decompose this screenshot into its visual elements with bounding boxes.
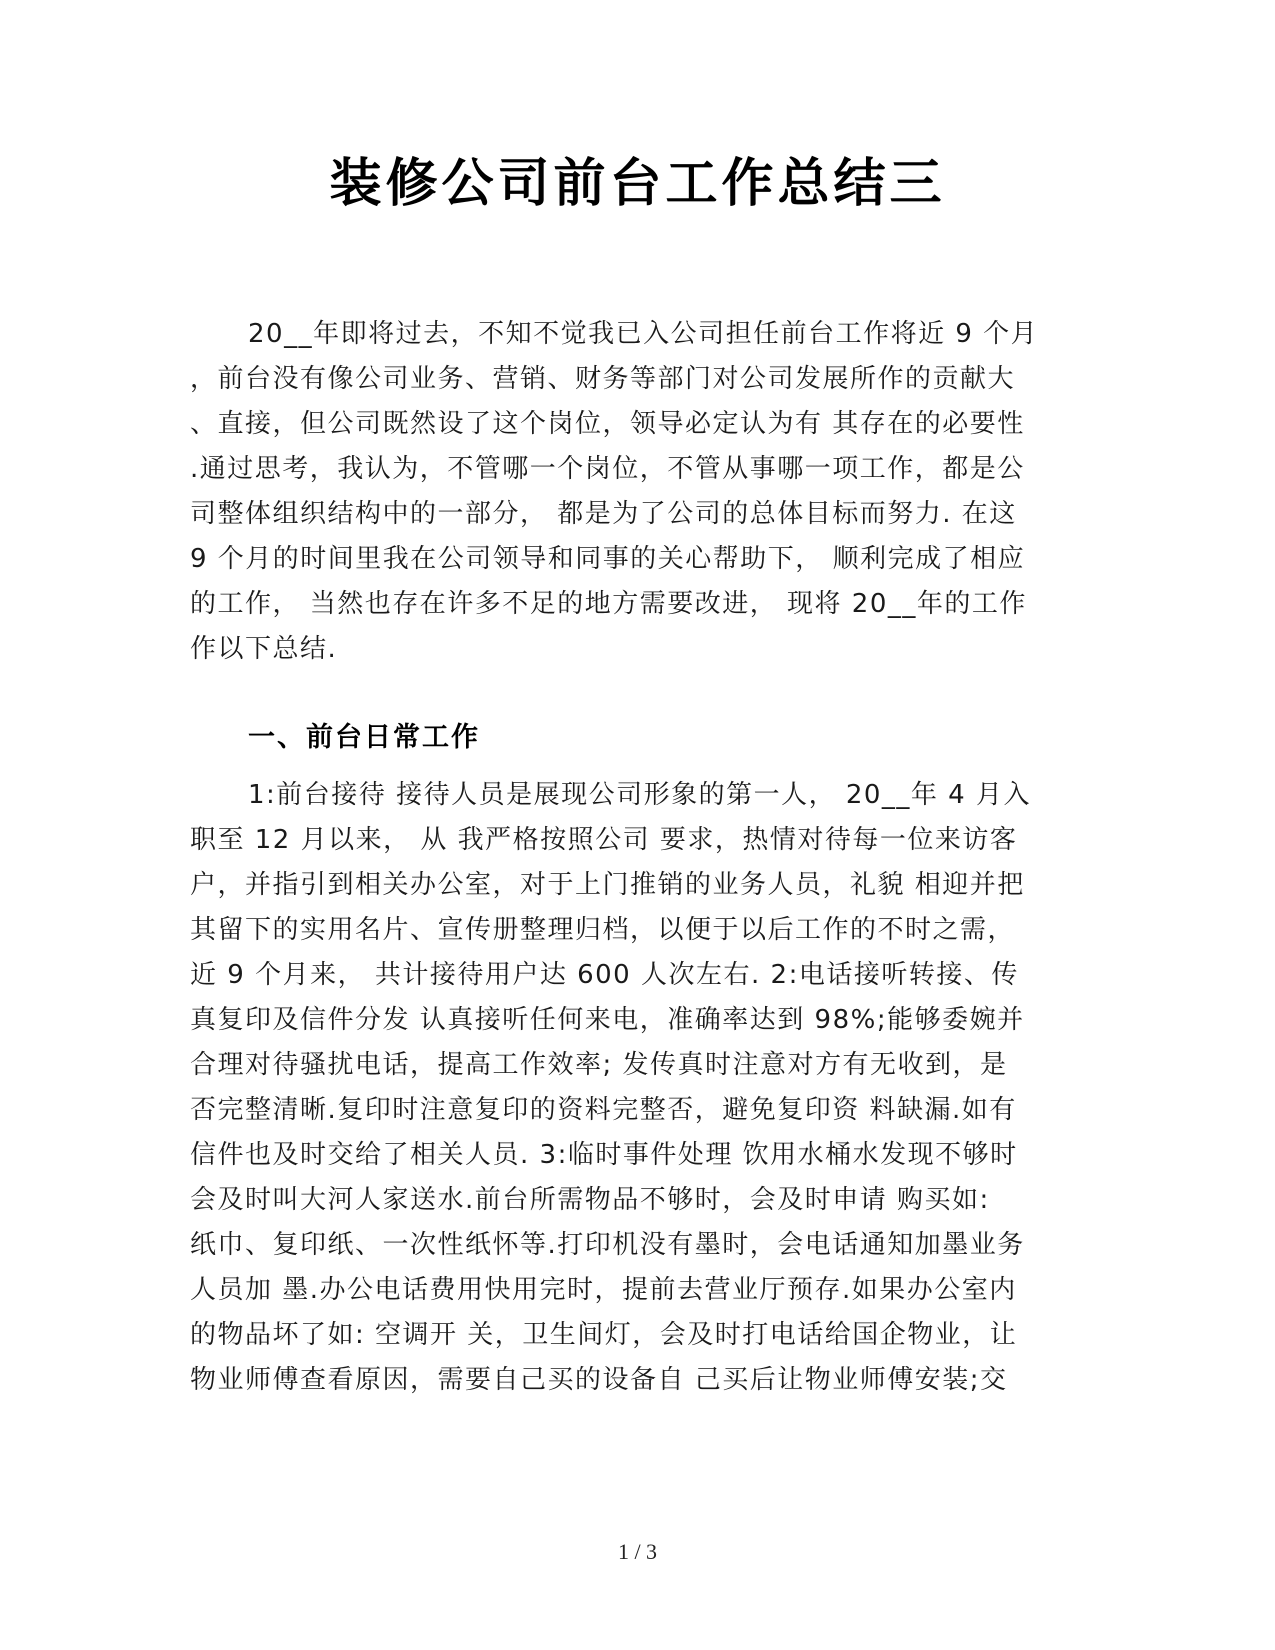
paragraph2-line: 物业师傅查看原因，需要自己买的设备自 己买后让物业师傅安装;交: [190, 1365, 1008, 1395]
paragraph1-line: ，前台没有像公司业务、营销、财务等部门对公司发展所作的贡献大: [190, 364, 1016, 394]
paragraph2-line: 职至 12 月以来， 从 我严格按照公司 要求，热情对待每一位来访客: [190, 825, 1018, 855]
paragraph2-line: 否完整清晰.复印时注意复印的资料完整否，避免复印资 料缺漏.如有: [190, 1095, 1017, 1125]
paragraph1-line: .通过思考，我认为，不管哪一个岗位，不管从事哪一项工作，都是公: [190, 454, 1025, 484]
paragraph1-line: 、直接，但公司既然设了这个岗位，领导必定认为有 其存在的必要性: [190, 409, 1025, 439]
paragraph1-line: 9 个月的时间里我在公司领导和同事的关心帮助下， 顺利完成了相应: [190, 544, 1026, 574]
paragraph2-line: 真复印及信件分发 认真接听任何来电，准确率达到 98%;能够委婉并: [190, 1005, 1025, 1035]
paragraph1-line: 20__年即将过去，不知不觉我已入公司担任前台工作将近 9 个月: [248, 319, 1039, 349]
paragraph2-line: 人员加 墨.办公电话费用快用完时，提前去营业厅预存.如果办公室内: [190, 1275, 1017, 1305]
paragraph1-line: 作以下总结.: [190, 634, 338, 664]
paragraph1-line: 司整体组织结构中的一部分， 都是为了公司的总体目标而努力. 在这: [190, 499, 1017, 529]
page-number: 1 / 3: [617, 1539, 658, 1564]
paragraph2-line: 1:前台接待 接待人员是展现公司形象的第一人， 20__年 4 月入: [248, 780, 1031, 810]
document-title: 装修公司前台工作总结三: [329, 153, 946, 214]
paragraph2-line: 户，并指引到相关办公室，对于上门推销的业务人员，礼貌 相迎并把: [190, 870, 1025, 900]
paragraph2-line: 纸巾、复印纸、一次性纸怀等.打印机没有墨时，会电话通知加墨业务: [190, 1230, 1025, 1260]
paragraph2-line: 会及时叫大河人家送水.前台所需物品不够时，会及时申请 购买如:: [190, 1185, 990, 1215]
paragraph1-line: 的工作， 当然也存在许多不足的地方需要改进， 现将 20__年的工作: [190, 589, 1027, 619]
section-heading: 一、前台日常工作: [248, 722, 480, 753]
paragraph2-line: 其留下的实用名片、宣传册整理归档，以便于以后工作的不时之需，: [190, 915, 1016, 945]
paragraph2-line: 的物品坏了如: 空调开 关，卫生间灯，会及时打电话给国企物业，让: [190, 1320, 1018, 1350]
paragraph2-line: 合理对待骚扰电话，提高工作效率; 发传真时注意对方有无收到，是: [190, 1050, 1008, 1080]
paragraph2-line: 信件也及时交给了相关人员. 3:临时事件处理 饮用水桶水发现不够时: [190, 1140, 1018, 1170]
paragraph2-line: 近 9 个月来， 共计接待用户达 600 人次左右. 2:电话接听转接、传: [190, 960, 1019, 990]
